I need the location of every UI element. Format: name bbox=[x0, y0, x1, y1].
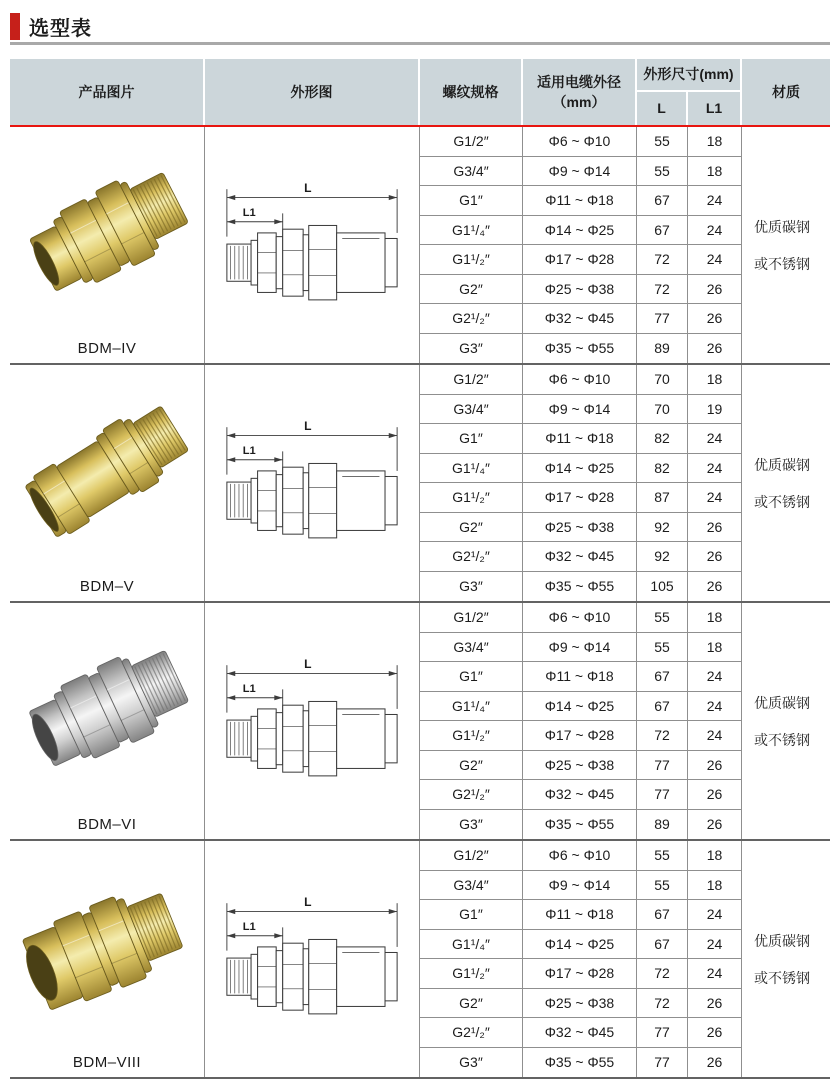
cell-thread-spec: G2¹/₂″ bbox=[420, 780, 523, 810]
cell-thread-spec: G1¹/₂″ bbox=[420, 483, 523, 513]
outline-drawing-icon bbox=[212, 888, 412, 1030]
cell-dim-l1: 19 bbox=[688, 395, 742, 425]
cell-cable-od: Φ6 ~ Φ10 bbox=[523, 365, 637, 395]
cell-dim-l1: 18 bbox=[688, 157, 742, 187]
steel-cable-gland-icon bbox=[17, 611, 197, 806]
cell-dim-l: 67 bbox=[637, 900, 688, 930]
outline-cell bbox=[205, 841, 420, 1077]
outline-dim-l1-label: L1 bbox=[242, 921, 256, 934]
cell-cable-od: Φ25 ~ Φ38 bbox=[523, 275, 637, 305]
cell-dim-l1: 24 bbox=[688, 454, 742, 484]
cell-cable-od: Φ9 ~ Φ14 bbox=[523, 633, 637, 663]
cell-thread-spec: G3″ bbox=[420, 572, 523, 602]
header-outline-label: 外形图 bbox=[290, 83, 333, 100]
cell-dim-l: 55 bbox=[637, 603, 688, 633]
cell-dim-l1: 24 bbox=[688, 959, 742, 989]
cell-dim-l: 55 bbox=[637, 157, 688, 187]
product-image-cell bbox=[10, 365, 205, 601]
product-group bbox=[10, 365, 830, 601]
cell-cable-od: Φ17 ~ Φ28 bbox=[523, 959, 637, 989]
cell-dim-l: 67 bbox=[637, 930, 688, 960]
material-line: 优质碳钢 bbox=[754, 218, 810, 235]
cell-dim-l: 67 bbox=[637, 216, 688, 246]
title-underline bbox=[10, 42, 830, 45]
cell-dim-l1: 26 bbox=[688, 304, 742, 334]
cell-dim-l: 92 bbox=[637, 542, 688, 572]
cell-dim-l: 89 bbox=[637, 334, 688, 364]
cell-dim-l: 72 bbox=[637, 959, 688, 989]
outline-dim-l-label: L bbox=[304, 418, 312, 433]
cell-dim-l: 67 bbox=[637, 692, 688, 722]
outline-cell bbox=[205, 127, 420, 363]
cell-dim-l: 92 bbox=[637, 513, 688, 543]
outline-cell bbox=[205, 365, 420, 601]
cell-thread-spec: G3/4″ bbox=[420, 157, 523, 187]
cell-dim-l: 70 bbox=[637, 365, 688, 395]
cell-thread-spec: G2¹/₂″ bbox=[420, 304, 523, 334]
selection-table bbox=[10, 59, 830, 1079]
cell-cable-od: Φ17 ~ Φ28 bbox=[523, 245, 637, 275]
cell-dim-l1: 18 bbox=[688, 871, 742, 901]
cell-dim-l1: 26 bbox=[688, 334, 742, 364]
cell-thread-spec: G2″ bbox=[420, 989, 523, 1019]
cell-dim-l: 55 bbox=[637, 841, 688, 871]
cell-cable-od: Φ35 ~ Φ55 bbox=[523, 1048, 637, 1078]
header-cable-od bbox=[523, 59, 637, 125]
material-line: 优质碳钢 bbox=[754, 932, 810, 949]
material-line: 或不锈钢 bbox=[754, 731, 810, 748]
cell-dim-l1: 24 bbox=[688, 483, 742, 513]
model-label: BDM–VI bbox=[77, 816, 137, 833]
cell-dim-l1: 24 bbox=[688, 186, 742, 216]
model-label: BDM–VIII bbox=[72, 1054, 142, 1071]
product-photo bbox=[17, 603, 197, 814]
header-dim-l bbox=[637, 92, 688, 125]
cell-thread-spec: G1″ bbox=[420, 900, 523, 930]
material-cell bbox=[742, 365, 830, 601]
cell-dim-l1: 26 bbox=[688, 989, 742, 1019]
brass-cable-gland-icon bbox=[17, 135, 197, 330]
cell-dim-l1: 24 bbox=[688, 424, 742, 454]
outline-dim-l1-label: L1 bbox=[242, 445, 256, 458]
cell-cable-od: Φ25 ~ Φ38 bbox=[523, 751, 637, 781]
cell-dim-l: 55 bbox=[637, 127, 688, 157]
cell-dim-l1: 26 bbox=[688, 542, 742, 572]
cell-thread-spec: G1″ bbox=[420, 662, 523, 692]
header-dims bbox=[637, 59, 742, 92]
cell-dim-l1: 24 bbox=[688, 216, 742, 246]
header-dim-l1-label: L1 bbox=[705, 100, 723, 117]
cell-thread-spec: G1/2″ bbox=[420, 603, 523, 633]
cell-cable-od: Φ35 ~ Φ55 bbox=[523, 572, 637, 602]
cell-cable-od: Φ32 ~ Φ45 bbox=[523, 304, 637, 334]
outline-dim-l-label: L bbox=[304, 894, 312, 909]
brass-cable-gland-icon bbox=[17, 373, 197, 568]
cell-cable-od: Φ14 ~ Φ25 bbox=[523, 216, 637, 246]
cell-cable-od: Φ9 ~ Φ14 bbox=[523, 395, 637, 425]
material-line: 优质碳钢 bbox=[754, 456, 810, 473]
cell-cable-od: Φ14 ~ Φ25 bbox=[523, 930, 637, 960]
material-line: 或不锈钢 bbox=[754, 969, 810, 986]
product-group bbox=[10, 603, 830, 839]
cell-cable-od: Φ32 ~ Φ45 bbox=[523, 542, 637, 572]
header-material-label: 材质 bbox=[772, 83, 800, 100]
cell-cable-od: Φ11 ~ Φ18 bbox=[523, 662, 637, 692]
cell-thread-spec: G3″ bbox=[420, 334, 523, 364]
cell-cable-od: Φ9 ~ Φ14 bbox=[523, 157, 637, 187]
cell-thread-spec: G3″ bbox=[420, 810, 523, 840]
header-thread-spec-label: 螺纹规格 bbox=[442, 83, 499, 100]
cell-cable-od: Φ14 ~ Φ25 bbox=[523, 692, 637, 722]
outline-dim-l-label: L bbox=[304, 656, 312, 671]
cell-dim-l1: 26 bbox=[688, 751, 742, 781]
cell-cable-od: Φ9 ~ Φ14 bbox=[523, 871, 637, 901]
cell-cable-od: Φ35 ~ Φ55 bbox=[523, 334, 637, 364]
material-line: 或不锈钢 bbox=[754, 493, 810, 510]
cell-dim-l: 89 bbox=[637, 810, 688, 840]
product-group bbox=[10, 841, 830, 1077]
cell-dim-l1: 18 bbox=[688, 127, 742, 157]
header-product-image-label: 产品图片 bbox=[78, 83, 135, 100]
product-image-cell bbox=[10, 127, 205, 363]
product-image-cell bbox=[10, 603, 205, 839]
cell-dim-l: 55 bbox=[637, 871, 688, 901]
title-accent-bar bbox=[10, 13, 20, 40]
cell-dim-l1: 24 bbox=[688, 245, 742, 275]
cell-thread-spec: G3″ bbox=[420, 1048, 523, 1078]
cell-dim-l1: 26 bbox=[688, 513, 742, 543]
cell-thread-spec: G1¹/₂″ bbox=[420, 245, 523, 275]
cell-dim-l1: 18 bbox=[688, 365, 742, 395]
product-group bbox=[10, 127, 830, 363]
cell-thread-spec: G2¹/₂″ bbox=[420, 1018, 523, 1048]
cell-thread-spec: G1/2″ bbox=[420, 365, 523, 395]
cell-dim-l1: 24 bbox=[688, 900, 742, 930]
cell-cable-od: Φ32 ~ Φ45 bbox=[523, 1018, 637, 1048]
table-header bbox=[10, 59, 830, 125]
cell-dim-l1: 26 bbox=[688, 1018, 742, 1048]
product-image-cell bbox=[10, 841, 205, 1077]
cell-dim-l1: 18 bbox=[688, 633, 742, 663]
model-label: BDM–IV bbox=[77, 340, 137, 357]
cell-cable-od: Φ6 ~ Φ10 bbox=[523, 841, 637, 871]
cell-dim-l: 72 bbox=[637, 275, 688, 305]
cell-dim-l1: 26 bbox=[688, 275, 742, 305]
header-dim-l1 bbox=[688, 92, 742, 125]
cell-thread-spec: G1″ bbox=[420, 186, 523, 216]
cell-dim-l1: 24 bbox=[688, 662, 742, 692]
cell-cable-od: Φ11 ~ Φ18 bbox=[523, 424, 637, 454]
cell-dim-l1: 24 bbox=[688, 721, 742, 751]
product-photo bbox=[17, 365, 197, 576]
product-photo bbox=[17, 127, 197, 338]
header-material bbox=[742, 59, 830, 125]
cell-thread-spec: G1/2″ bbox=[420, 127, 523, 157]
header-cable-od-line2: （mm） bbox=[552, 94, 606, 110]
cell-dim-l: 67 bbox=[637, 186, 688, 216]
header-thread-spec bbox=[420, 59, 523, 125]
cell-thread-spec: G1¹/₄″ bbox=[420, 692, 523, 722]
material-cell bbox=[742, 603, 830, 839]
cell-cable-od: Φ35 ~ Φ55 bbox=[523, 810, 637, 840]
cell-cable-od: Φ11 ~ Φ18 bbox=[523, 186, 637, 216]
cell-dim-l: 55 bbox=[637, 633, 688, 663]
cell-cable-od: Φ32 ~ Φ45 bbox=[523, 780, 637, 810]
cell-dim-l1: 26 bbox=[688, 780, 742, 810]
cell-dim-l: 72 bbox=[637, 245, 688, 275]
cell-dim-l: 87 bbox=[637, 483, 688, 513]
cell-cable-od: Φ6 ~ Φ10 bbox=[523, 127, 637, 157]
header-product-image bbox=[10, 59, 205, 125]
cell-thread-spec: G2¹/₂″ bbox=[420, 542, 523, 572]
outline-drawing-icon bbox=[212, 174, 412, 316]
cell-dim-l: 70 bbox=[637, 395, 688, 425]
page-title: 选型表 bbox=[29, 17, 92, 40]
cell-dim-l: 77 bbox=[637, 304, 688, 334]
cell-thread-spec: G1¹/₄″ bbox=[420, 930, 523, 960]
outline-dim-l1-label: L1 bbox=[242, 683, 256, 696]
cell-cable-od: Φ17 ~ Φ28 bbox=[523, 721, 637, 751]
cell-cable-od: Φ17 ~ Φ28 bbox=[523, 483, 637, 513]
cell-thread-spec: G3/4″ bbox=[420, 395, 523, 425]
header-outline bbox=[205, 59, 420, 125]
cell-dim-l: 105 bbox=[637, 572, 688, 602]
cell-dim-l: 82 bbox=[637, 454, 688, 484]
cell-thread-spec: G1¹/₄″ bbox=[420, 454, 523, 484]
cell-thread-spec: G2″ bbox=[420, 751, 523, 781]
material-line: 或不锈钢 bbox=[754, 255, 810, 272]
cell-thread-spec: G3/4″ bbox=[420, 633, 523, 663]
product-photo bbox=[17, 841, 197, 1052]
model-label: BDM–V bbox=[79, 578, 135, 595]
cell-dim-l: 77 bbox=[637, 1048, 688, 1078]
cell-thread-spec: G1¹/₂″ bbox=[420, 959, 523, 989]
cell-thread-spec: G1″ bbox=[420, 424, 523, 454]
cell-dim-l: 67 bbox=[637, 662, 688, 692]
cell-dim-l1: 18 bbox=[688, 603, 742, 633]
outline-drawing-icon bbox=[212, 650, 412, 792]
outline-cell bbox=[205, 603, 420, 839]
material-cell bbox=[742, 127, 830, 363]
cell-dim-l: 77 bbox=[637, 1018, 688, 1048]
table-body bbox=[10, 127, 830, 1079]
cell-dim-l: 72 bbox=[637, 989, 688, 1019]
cell-cable-od: Φ14 ~ Φ25 bbox=[523, 454, 637, 484]
cell-cable-od: Φ25 ~ Φ38 bbox=[523, 989, 637, 1019]
material-cell bbox=[742, 841, 830, 1077]
header-dims-label: 外形尺寸(mm) bbox=[643, 66, 734, 83]
cell-dim-l1: 24 bbox=[688, 692, 742, 722]
cell-dim-l1: 26 bbox=[688, 810, 742, 840]
cell-thread-spec: G1¹/₂″ bbox=[420, 721, 523, 751]
cell-thread-spec: G1/2″ bbox=[420, 841, 523, 871]
cell-dim-l: 77 bbox=[637, 780, 688, 810]
cell-cable-od: Φ25 ~ Φ38 bbox=[523, 513, 637, 543]
cell-thread-spec: G1¹/₄″ bbox=[420, 216, 523, 246]
cell-dim-l1: 24 bbox=[688, 930, 742, 960]
cell-dim-l: 77 bbox=[637, 751, 688, 781]
cell-dim-l1: 18 bbox=[688, 841, 742, 871]
outline-dim-l-label: L bbox=[304, 180, 312, 195]
cell-thread-spec: G3/4″ bbox=[420, 871, 523, 901]
header-cable-od-line1: 适用电缆外径 bbox=[537, 73, 621, 90]
cell-thread-spec: G2″ bbox=[420, 275, 523, 305]
cell-dim-l1: 26 bbox=[688, 572, 742, 602]
cell-dim-l: 82 bbox=[637, 424, 688, 454]
outline-dim-l1-label: L1 bbox=[242, 207, 256, 220]
brass-cable-gland-icon bbox=[17, 849, 197, 1044]
page-header bbox=[10, 12, 830, 40]
header-dim-l-label: L bbox=[657, 100, 666, 117]
material-line: 优质碳钢 bbox=[754, 694, 810, 711]
cell-dim-l: 72 bbox=[637, 721, 688, 751]
outline-drawing-icon bbox=[212, 412, 412, 554]
cell-thread-spec: G2″ bbox=[420, 513, 523, 543]
cell-cable-od: Φ11 ~ Φ18 bbox=[523, 900, 637, 930]
cell-cable-od: Φ6 ~ Φ10 bbox=[523, 603, 637, 633]
cell-dim-l1: 26 bbox=[688, 1048, 742, 1078]
